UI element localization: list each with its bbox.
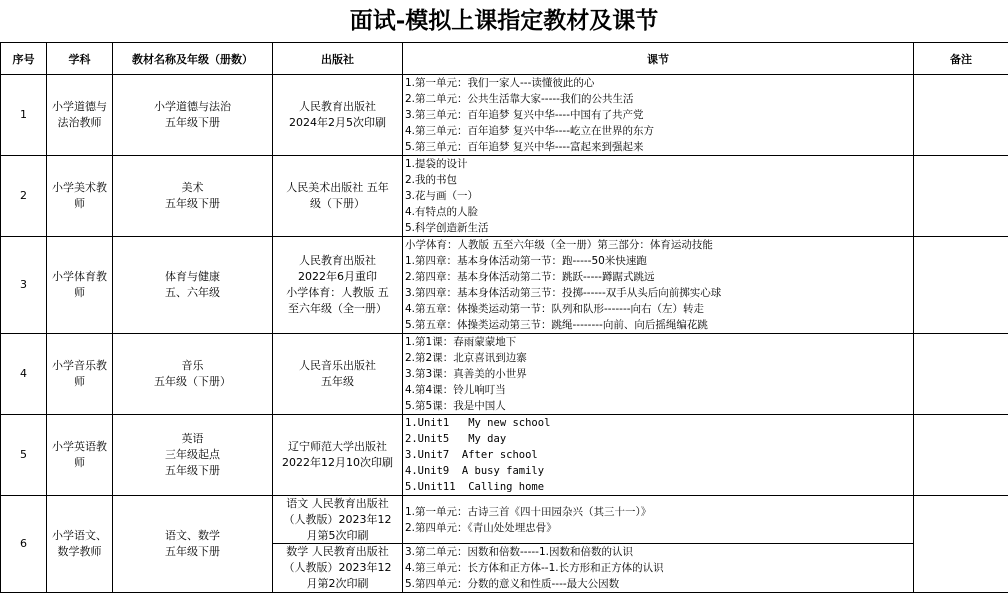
lessons-cell: [403, 415, 914, 496]
table-row: [1, 496, 1008, 593]
seq-cell: 4: [1, 334, 47, 415]
lessons-chinese: [403, 496, 913, 544]
publisher-print: 2022年12月10次印刷: [275, 455, 400, 471]
textbook-line: 英语: [115, 431, 270, 447]
publisher-cell: [273, 75, 403, 156]
publisher-name: 辽宁师范大学出版社: [275, 439, 400, 455]
notes-cell: [914, 75, 1008, 156]
lesson-item: 4.第三单元：百年追梦 复兴中华----屹立在世界的东方: [403, 123, 913, 139]
lesson-item: 小学体育：人教版 五至六年级（全一册）第三部分：体育运动技能: [403, 237, 913, 253]
document-title: 面试-模拟上课指定教材及课节: [0, 0, 1008, 42]
lesson-item: 2.第2课：北京喜讯到边寨: [403, 350, 913, 366]
lesson-item: 2.第四章：基本身体活动第二节：跳跃-----蹲踞式跳远: [403, 269, 913, 285]
publisher-line: 月第2次印刷: [284, 576, 392, 592]
header-publisher: 出版社: [273, 43, 403, 75]
lesson-item: 5.第三单元：百年追梦 复兴中华----富起来到强起来: [403, 139, 913, 155]
textbook-grade: 五年级（下册）: [115, 374, 270, 390]
notes-cell: [914, 496, 1008, 593]
publisher-name: 人民教育出版社: [275, 99, 400, 115]
notes-cell: [914, 237, 1008, 334]
publisher-cell: [273, 334, 403, 415]
lessons-math: [403, 544, 913, 592]
lesson-item: 3.第3课：真善美的小世界: [403, 366, 913, 382]
seq-cell: 1: [1, 75, 47, 156]
textbook-name: 音乐: [115, 358, 270, 374]
notes-cell: [914, 156, 1008, 237]
publisher-math: [273, 544, 402, 592]
lesson-item: 5.第四单元：分数的意义和性质----最大公因数: [403, 576, 913, 592]
seq-cell: 6: [1, 496, 47, 593]
lesson-item: 4.有特点的人脸: [403, 204, 913, 220]
textbook-cell: [113, 75, 273, 156]
table-row: [1, 156, 1008, 237]
header-lessons: 课节: [403, 43, 914, 75]
publisher-cell: [273, 415, 403, 496]
subject-cell: 小学美术教师: [47, 156, 113, 237]
publisher-name: 人民美术出版社 五年: [275, 180, 400, 196]
lessons-cell: [403, 334, 914, 415]
header-notes: 备注: [914, 43, 1008, 75]
lesson-item: 4.第五章：体操类运动第一节：队列和队形-------向右（左）转走: [403, 301, 913, 317]
notes-cell: [914, 334, 1008, 415]
table-row: [1, 237, 1008, 334]
table-row: [1, 75, 1008, 156]
subject-cell: 小学音乐教师: [47, 334, 113, 415]
header-seq: 序号: [1, 43, 47, 75]
textbook-cell: [113, 237, 273, 334]
lesson-item: 5.科学创造新生活: [403, 220, 913, 236]
publisher-line: 人民教育出版社: [275, 253, 400, 269]
publisher-line: 月第5次印刷: [284, 528, 392, 544]
textbook-grade: 五年级下册: [115, 115, 270, 131]
lesson-item: 5.第五章：体操类运动第三节：跳绳--------向前、向后摇绳编花跳: [403, 317, 913, 333]
textbook-grade: 五年级下册: [115, 196, 270, 212]
lessons-cell: [403, 496, 914, 593]
subject-cell: 小学道德与法治教师: [47, 75, 113, 156]
seq-cell: 3: [1, 237, 47, 334]
lesson-item: 1.Unit1 My new school: [403, 415, 913, 431]
publisher-line: 2022年6月重印: [275, 269, 400, 285]
lesson-item: 2.我的书包: [403, 172, 913, 188]
textbook-line: 三年级起点: [115, 447, 270, 463]
lesson-item: 2.第四单元：《青山处处埋忠骨》: [403, 520, 913, 536]
lessons-cell: [403, 156, 914, 237]
publisher-cell: [273, 237, 403, 334]
lesson-item: 3.Unit7 After school: [403, 447, 913, 463]
textbook-cell: [113, 156, 273, 237]
lessons-cell: [403, 237, 914, 334]
textbook-grade: 五、六年级: [115, 285, 270, 301]
textbook-cell: [113, 496, 273, 593]
lesson-item: 2.第二单元：公共生活靠大家-----我们的公共生活: [403, 91, 913, 107]
publisher-print: 五年级: [275, 374, 400, 390]
publisher-chinese: [273, 496, 402, 544]
lessons-cell: [403, 75, 914, 156]
header-row: [1, 43, 1008, 75]
lesson-item: 4.第4课：铃儿响叮当: [403, 382, 913, 398]
lesson-item: 1.提袋的设计: [403, 156, 913, 172]
publisher-line: 语文 人民教育出版社: [284, 496, 392, 512]
table-row: [1, 334, 1008, 415]
textbook-line: 五年级下册: [115, 463, 270, 479]
lesson-item: 5.Unit11 Calling home: [403, 479, 913, 495]
lesson-item: 4.Unit9 A busy family: [403, 463, 913, 479]
textbook-grade: 五年级下册: [115, 544, 270, 560]
notes-cell: [914, 415, 1008, 496]
lesson-item: 3.第二单元：因数和倍数-----1.因数和倍数的认识: [403, 544, 913, 560]
publisher-cell: [273, 496, 403, 593]
lesson-item: 1.第一单元：古诗三首《四十田园杂兴（其三十一）》: [403, 504, 913, 520]
textbook-table: [0, 42, 1008, 593]
lesson-item: 1.第1课：春雨蒙蒙地下: [403, 334, 913, 350]
publisher-print: 级（下册）: [275, 196, 400, 212]
seq-cell: 5: [1, 415, 47, 496]
lesson-item: 4.第三单元：长方体和正方体--1.长方形和正方体的认识: [403, 560, 913, 576]
lesson-item: 3.第三单元：百年追梦 复兴中华----中国有了共产党: [403, 107, 913, 123]
publisher-name: 人民音乐出版社: [275, 358, 400, 374]
header-textbook: 教材名称及年级（册数）: [113, 43, 273, 75]
lesson-item: 3.第四章：基本身体活动第三节：投掷------双手从头后向前掷实心球: [403, 285, 913, 301]
textbook-name: 语文、数学: [115, 528, 270, 544]
textbook-name: 美术: [115, 180, 270, 196]
table-row: [1, 415, 1008, 496]
textbook-cell: [113, 415, 273, 496]
publisher-line: （人教版）2023年12: [284, 512, 392, 528]
lesson-item: 5.第5课：我是中国人: [403, 398, 913, 414]
publisher-cell: [273, 156, 403, 237]
lesson-item: 3.花与画（一）: [403, 188, 913, 204]
subject-cell: 小学英语教师: [47, 415, 113, 496]
lesson-item: 2.Unit5 My day: [403, 431, 913, 447]
textbook-cell: [113, 334, 273, 415]
publisher-print: 2024年2月5次印刷: [275, 115, 400, 131]
lesson-item: 1.第一单元：我们一家人---读懂彼此的心: [403, 75, 913, 91]
textbook-name: 小学道德与法治: [115, 99, 270, 115]
publisher-line: （人教版）2023年12: [284, 560, 392, 576]
publisher-line: 数学 人民教育出版社: [284, 544, 392, 560]
textbook-name: 体育与健康: [115, 269, 270, 285]
subject-cell: 小学语文、数学教师: [47, 496, 113, 593]
seq-cell: 2: [1, 156, 47, 237]
publisher-line: 至六年级（全一册）: [275, 301, 400, 317]
subject-cell: 小学体育教师: [47, 237, 113, 334]
lesson-item: 1.第四章：基本身体活动第一节：跑-----50米快速跑: [403, 253, 913, 269]
publisher-line: 小学体育：人教版 五: [275, 285, 400, 301]
header-subject: 学科: [47, 43, 113, 75]
